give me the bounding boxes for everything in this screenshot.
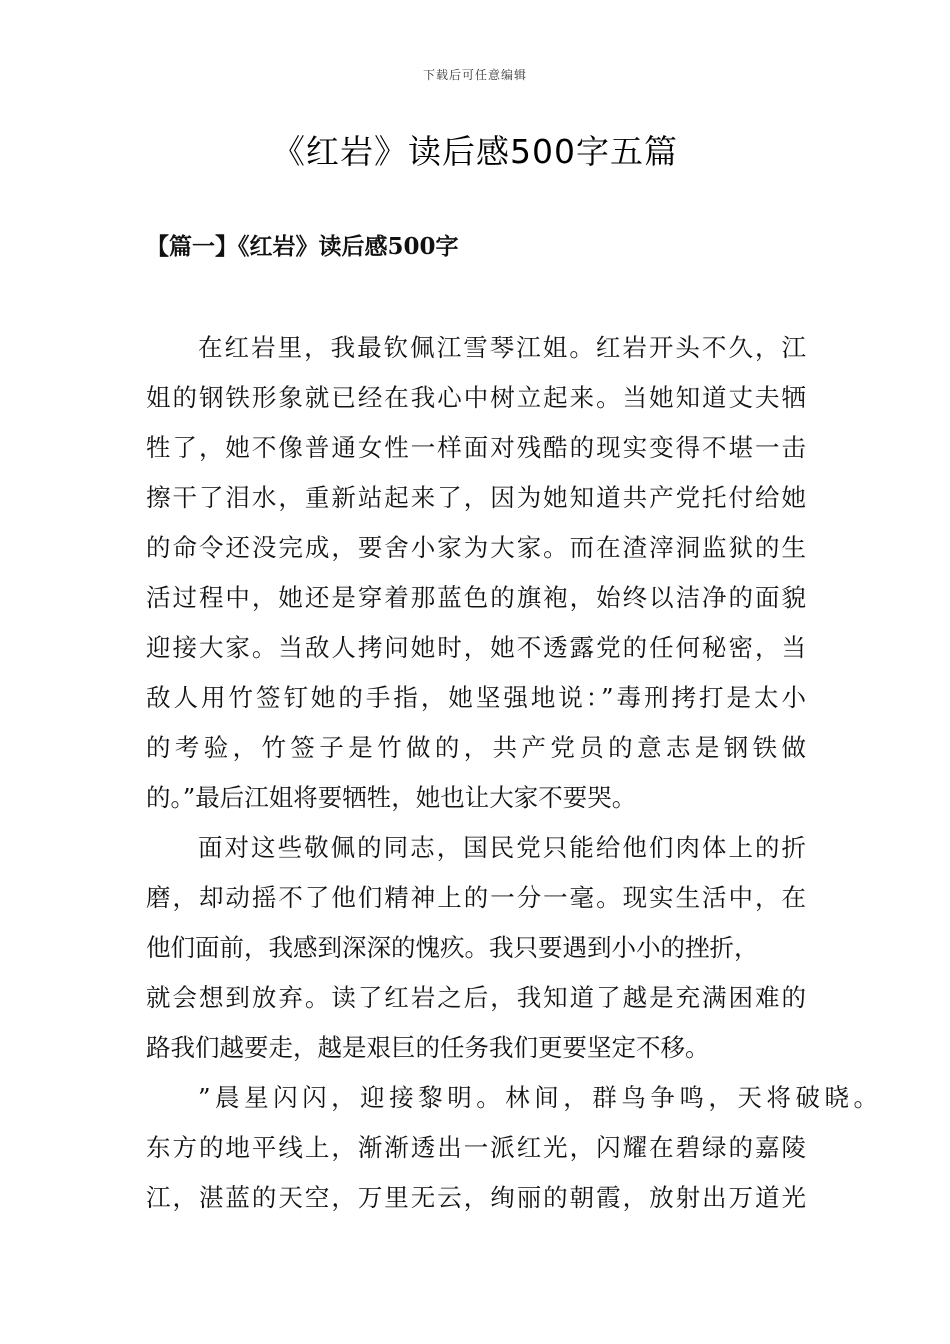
paragraph-line: 磨，却动摇不了他们精神上的一分一毫。现实生活中，在 [146,883,806,912]
body-text [146,323,878,1223]
paragraph-line: 就会想到放弃。读了红岩之后，我知道了越是充满困难的 [146,983,806,1012]
paragraph-line: 敌人用竹签钉她的手指，她坚强地说：”毒刑拷打是太小 [146,683,806,712]
paragraph-line: 活过程中，她还是穿着那蓝色的旗袍，始终以洁净的面貌 [146,583,806,612]
paragraph-line: 的。”最后江姐将要牺牲，她也让大家不要哭。 [146,783,637,812]
paragraph-line: 他们面前，我感到深深的愧疚。我只要遇到小小的挫折， [146,933,759,962]
paragraph-line: 江，湛蓝的天空，万里无云，绚丽的朝霞，放射出万道光 [146,1183,806,1212]
section-heading: 【篇一】《红岩》读后感500字 [146,233,459,260]
paragraph-line: 擦干了泪水，重新站起来了，因为她知道共产党托付给她 [146,483,806,512]
paragraph-line: 姐的钢铁形象就已经在我心中树立起来。当她知道丈夫牺 [146,383,806,412]
paragraph-line: 东方的地平线上，渐渐透出一派红光，闪耀在碧绿的嘉陵 [146,1133,806,1162]
document-title: 《红岩》读后感500字五篇 [272,132,678,171]
paragraph-line: 牲了，她不像普通女性一样面对残酷的现实变得不堪一击 [146,433,806,462]
header-note: 下载后可任意编辑 [422,68,527,82]
paragraph-line: 路我们越要走，越是艰巨的任务我们更要坚定不移。 [146,1033,710,1062]
paragraph-line: 面对这些敬佩的同志，国民党只能给他们肉体上的折 [198,833,806,862]
paragraph-line: 迎接大家。当敌人拷问她时，她不透露党的任何秘密，当 [146,633,806,662]
paragraph-line: 在红岩里，我最钦佩江雪琴江姐。红岩开头不久，江 [198,333,806,362]
paragraph-line: 的考验，竹签子是竹做的，共产党员的意志是钢铁做 [146,733,806,762]
paragraph-line: ”晨星闪闪，迎接黎明。林间，群鸟争鸣，天将破晓。 [198,1083,878,1112]
paragraph-line: 的命令还没完成，要舍小家为大家。而在渣滓洞监狱的生 [146,533,806,562]
